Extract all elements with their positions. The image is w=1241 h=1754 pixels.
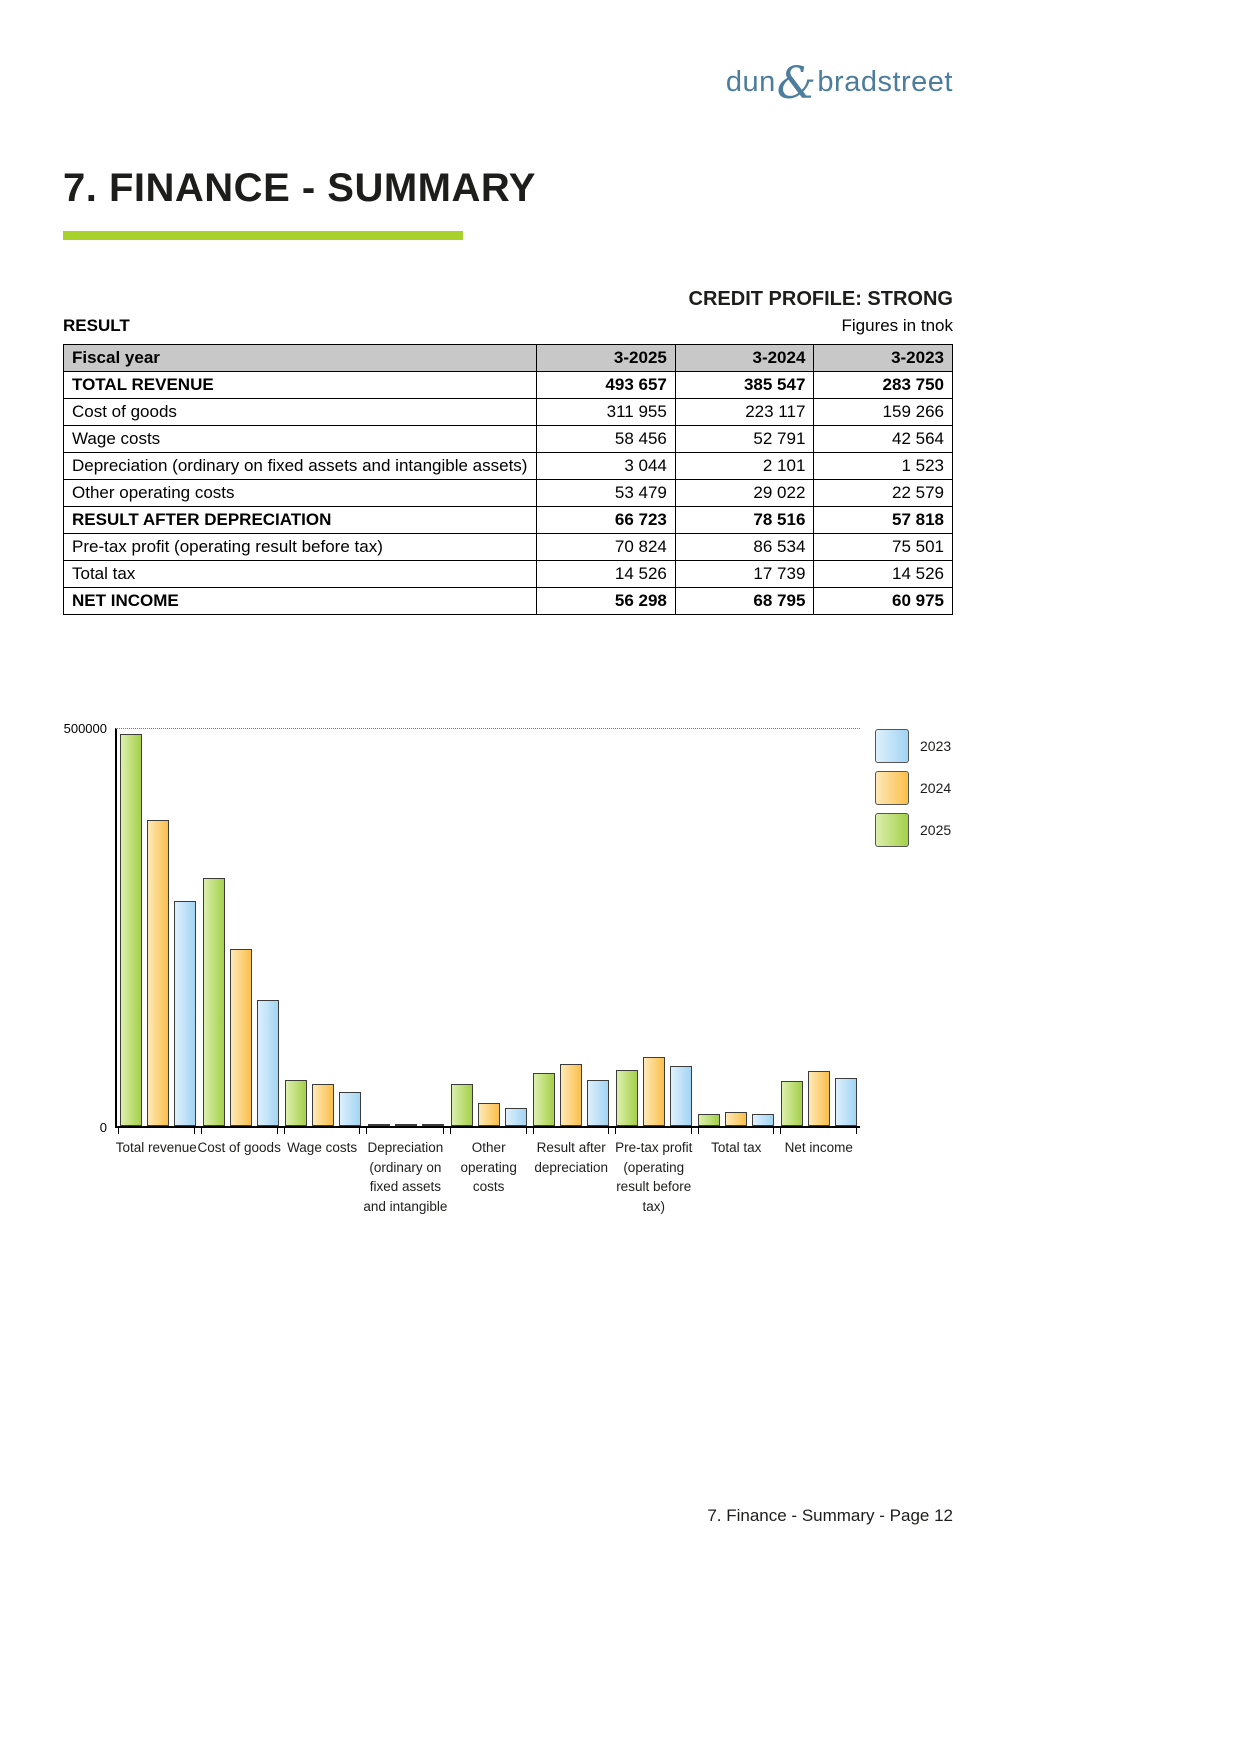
category-label-line: depreciation xyxy=(534,1159,608,1175)
logo-ampersand-icon: & xyxy=(776,58,817,109)
row-value-cell: 42 564 xyxy=(814,426,953,453)
row-value-cell: 223 117 xyxy=(675,399,814,426)
row-value-cell: 14 526 xyxy=(537,561,676,588)
category-label-line: Net income xyxy=(784,1140,853,1155)
category-label-line: fixed assets xyxy=(369,1179,442,1195)
category-label-line: operating xyxy=(460,1159,517,1175)
legend-item-2025 xyxy=(875,813,951,847)
table-row xyxy=(64,588,953,615)
bar-group xyxy=(778,729,861,1126)
title-underline xyxy=(63,231,463,240)
row-value-cell: 70 824 xyxy=(537,534,676,561)
bar-group xyxy=(200,729,283,1126)
table-row xyxy=(64,426,953,453)
figures-unit-note: Figures in tnok xyxy=(841,316,953,335)
axis-tick-bracket xyxy=(201,1128,278,1134)
bar-2025 xyxy=(698,1114,720,1126)
category-label-line: Depreciation xyxy=(367,1140,444,1155)
chart-plot-area xyxy=(115,728,860,1128)
row-value-cell: 53 479 xyxy=(537,480,676,507)
category-label xyxy=(777,1128,860,1216)
row-value-cell: 385 547 xyxy=(675,372,814,399)
row-label-cell: TOTAL REVENUE xyxy=(64,372,537,399)
dun-bradstreet-logo xyxy=(725,58,953,109)
year-column-header: 3-2023 xyxy=(814,345,953,372)
axis-tick-bracket xyxy=(533,1128,610,1134)
logo-text-bradstreet: bradstreet xyxy=(817,66,953,98)
axis-tick-bracket xyxy=(284,1128,361,1134)
legend-label: 2023 xyxy=(920,738,952,754)
fiscal-year-header-cell: Fiscal year xyxy=(64,345,537,372)
table-row xyxy=(64,399,953,426)
category-label-line: Other xyxy=(471,1140,506,1155)
category-label xyxy=(612,1128,695,1216)
row-label-cell: Pre-tax profit (operating result before tax) xyxy=(64,534,537,561)
table-row xyxy=(64,480,953,507)
axis-tick-bracket xyxy=(615,1128,692,1134)
bar-group xyxy=(695,729,778,1126)
finance-bar-chart xyxy=(63,721,953,1228)
row-value-cell: 22 579 xyxy=(814,480,953,507)
row-value-cell: 17 739 xyxy=(675,561,814,588)
axis-tick-bracket xyxy=(366,1128,444,1134)
row-value-cell: 3 044 xyxy=(537,453,676,480)
bar-2024 xyxy=(560,1064,582,1126)
y-axis-max-label: 500000 xyxy=(63,721,107,736)
axis-tick-bracket xyxy=(780,1128,857,1134)
row-label-cell: Cost of goods xyxy=(64,399,537,426)
table-header-row xyxy=(64,345,953,372)
row-value-cell: 56 298 xyxy=(537,588,676,615)
legend-item-2023 xyxy=(875,729,951,763)
category-label xyxy=(363,1128,447,1216)
bar-2023 xyxy=(587,1080,609,1126)
bar-2025 xyxy=(368,1124,390,1126)
row-value-cell: 52 791 xyxy=(675,426,814,453)
axis-tick-bracket xyxy=(698,1128,775,1134)
table-meta-row xyxy=(63,316,953,336)
bar-2025 xyxy=(203,878,225,1126)
bar-2024 xyxy=(643,1057,665,1126)
axis-tick-bracket xyxy=(118,1128,195,1134)
bar-2025 xyxy=(616,1070,638,1126)
result-section-label: RESULT xyxy=(63,316,130,335)
bar-2023 xyxy=(174,901,196,1126)
bar-2023 xyxy=(505,1108,527,1126)
bar-2023 xyxy=(752,1114,774,1126)
category-label-line: Result after xyxy=(536,1140,606,1155)
category-label-line: costs xyxy=(472,1179,505,1195)
row-value-cell: 311 955 xyxy=(537,399,676,426)
year-column-header: 3-2025 xyxy=(537,345,676,372)
chart-legend xyxy=(875,729,951,855)
row-value-cell: 60 975 xyxy=(814,588,953,615)
result-table xyxy=(63,344,953,615)
row-value-cell: 493 657 xyxy=(537,372,676,399)
bar-group xyxy=(365,729,448,1126)
row-value-cell: 75 501 xyxy=(814,534,953,561)
row-value-cell: 1 523 xyxy=(814,453,953,480)
bar-2024 xyxy=(725,1112,747,1126)
row-value-cell: 159 266 xyxy=(814,399,953,426)
bar-2023 xyxy=(257,1000,279,1126)
legend-label: 2025 xyxy=(920,822,952,838)
bar-group xyxy=(447,729,530,1126)
table-row xyxy=(64,507,953,534)
category-label-line: Total revenue xyxy=(115,1140,197,1155)
table-row xyxy=(64,561,953,588)
category-label-line: (operating xyxy=(623,1159,685,1175)
bar-2024 xyxy=(478,1103,500,1126)
legend-item-2024 xyxy=(875,771,951,805)
category-label-line: Pre-tax profit xyxy=(615,1140,693,1155)
page-footer: 7. Finance - Summary - Page 12 xyxy=(707,1506,953,1525)
bar-2024 xyxy=(312,1084,334,1126)
row-label-cell: NET INCOME xyxy=(64,588,537,615)
table-row xyxy=(64,372,953,399)
page-content xyxy=(63,0,953,1754)
bar-2025 xyxy=(285,1080,307,1126)
category-label xyxy=(281,1128,364,1216)
row-value-cell: 283 750 xyxy=(814,372,953,399)
row-label-cell: Total tax xyxy=(64,561,537,588)
row-value-cell: 14 526 xyxy=(814,561,953,588)
page-title: 7. FINANCE - SUMMARY xyxy=(63,166,536,210)
year-column-header: 3-2024 xyxy=(675,345,814,372)
row-label-cell: Other operating costs xyxy=(64,480,537,507)
bar-2023 xyxy=(670,1066,692,1126)
table-row xyxy=(64,534,953,561)
category-label-line: (ordinary on xyxy=(369,1159,442,1175)
category-label-line: tax) xyxy=(642,1198,665,1214)
bar-2025 xyxy=(781,1081,803,1126)
row-value-cell: 2 101 xyxy=(675,453,814,480)
axis-tick-bracket xyxy=(450,1128,527,1134)
bar-2023 xyxy=(422,1124,444,1126)
row-label-cell: RESULT AFTER DEPRECIATION xyxy=(64,507,537,534)
row-label-cell: Depreciation (ordinary on fixed assets and intangible assets) xyxy=(64,453,537,480)
category-label-line: Total tax xyxy=(711,1140,762,1155)
category-label xyxy=(115,1128,198,1216)
bar-2024 xyxy=(230,949,252,1126)
bar-2025 xyxy=(120,734,142,1126)
category-label-line: and intangible xyxy=(363,1198,448,1214)
bar-2024 xyxy=(147,820,169,1126)
bar-2025 xyxy=(533,1073,555,1126)
legend-label: 2024 xyxy=(920,780,952,796)
bar-2023 xyxy=(835,1078,857,1126)
table-row xyxy=(64,453,953,480)
x-axis-labels xyxy=(115,1128,860,1216)
row-label-cell: Wage costs xyxy=(64,426,537,453)
credit-profile-label: CREDIT PROFILE: STRONG xyxy=(688,288,953,310)
bar-2023 xyxy=(339,1092,361,1126)
legend-swatch xyxy=(875,771,909,805)
row-value-cell: 86 534 xyxy=(675,534,814,561)
row-value-cell: 78 516 xyxy=(675,507,814,534)
category-label-line: result before xyxy=(616,1179,692,1195)
bar-2024 xyxy=(808,1071,830,1126)
bar-group xyxy=(117,729,200,1126)
legend-swatch xyxy=(875,813,909,847)
bar-2025 xyxy=(451,1084,473,1126)
category-label xyxy=(530,1128,613,1216)
row-value-cell: 66 723 xyxy=(537,507,676,534)
category-label xyxy=(695,1128,778,1216)
bar-group xyxy=(612,729,695,1126)
bar-group xyxy=(282,729,365,1126)
bar-2024 xyxy=(395,1124,417,1126)
y-axis-zero-label: 0 xyxy=(99,1120,107,1135)
category-label xyxy=(447,1128,530,1216)
row-value-cell: 68 795 xyxy=(675,588,814,615)
category-label xyxy=(198,1128,281,1216)
row-value-cell: 58 456 xyxy=(537,426,676,453)
row-value-cell: 29 022 xyxy=(675,480,814,507)
category-label-line: Cost of goods xyxy=(197,1140,281,1155)
row-value-cell: 57 818 xyxy=(814,507,953,534)
legend-swatch xyxy=(875,729,909,763)
bar-group xyxy=(530,729,613,1126)
logo-text-dun: dun xyxy=(725,66,776,98)
category-label-line: Wage costs xyxy=(287,1140,358,1155)
